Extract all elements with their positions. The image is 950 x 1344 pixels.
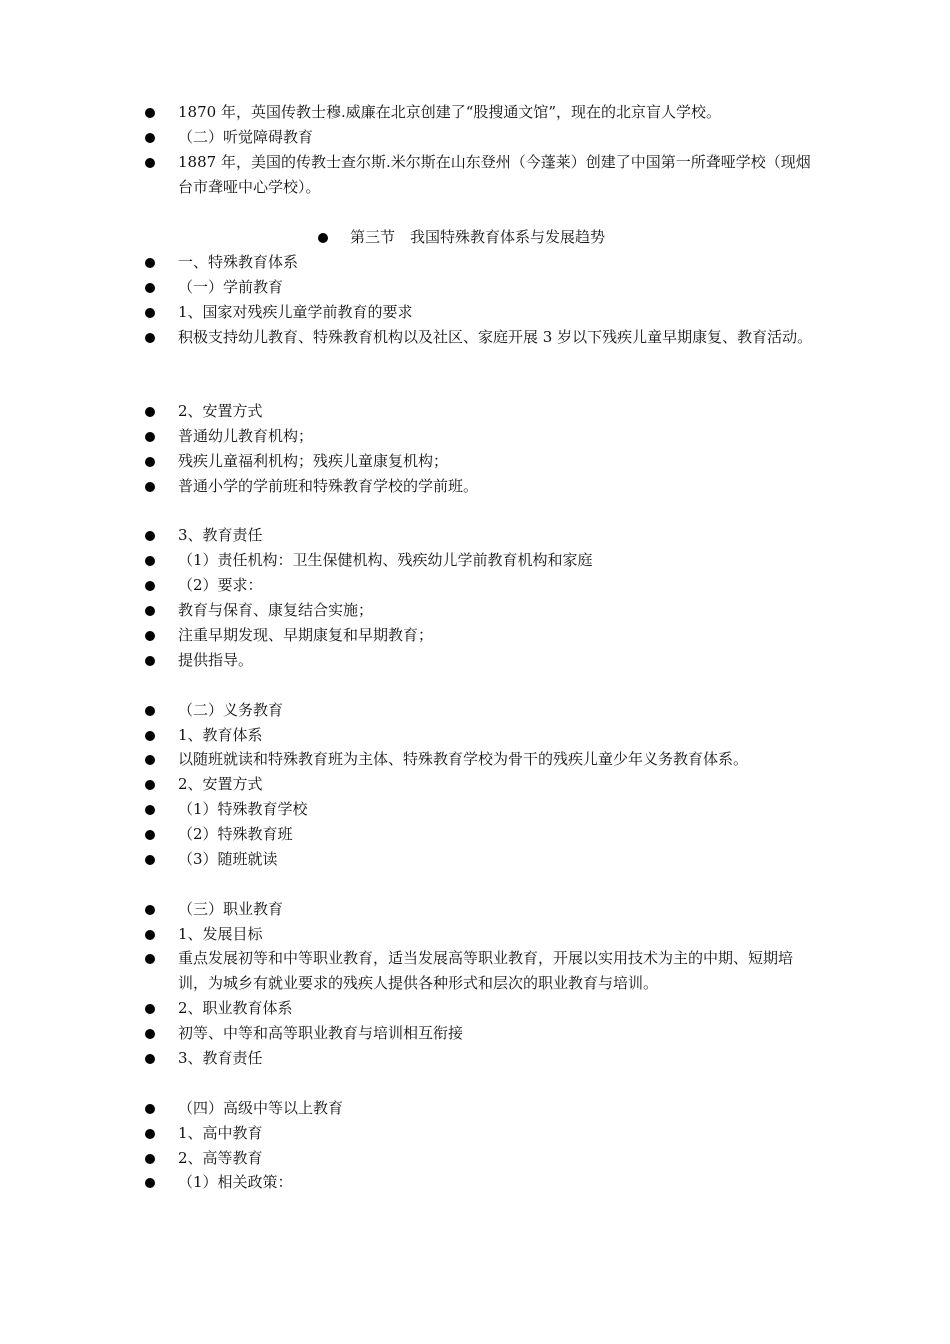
list-item-text: 3、教育责任 [178, 526, 263, 544]
bullet-icon [145, 731, 155, 741]
list-item-text: 3、教育责任 [178, 1049, 263, 1067]
bullet-icon [145, 954, 155, 964]
list-item-text: 1、国家对残疾儿童学前教育的要求 [178, 303, 413, 321]
list-item [145, 325, 820, 375]
bullet-icon [145, 1029, 155, 1039]
bullet-icon [145, 482, 155, 492]
list-item-text: （二）听觉障碍教育 [178, 128, 314, 146]
bullet-icon [145, 308, 155, 318]
bullet-icon [145, 830, 155, 840]
bullet-icon [145, 930, 155, 940]
list-item-text: （1）特殊教育学校 [178, 800, 308, 818]
list-item-text: 残疾儿童福利机构；残疾儿童康复机构； [178, 452, 449, 470]
bullet-icon [145, 755, 155, 765]
list-item-text: （一）学前教育 [178, 278, 284, 296]
bullet-icon [145, 606, 155, 616]
bullet-icon [145, 905, 155, 915]
list-item-text: 一、特殊教育体系 [178, 253, 299, 271]
list-item-text: 注重早期发现、早期康复和早期教育； [178, 626, 434, 644]
list-item-text: 重点发展初等和中等职业教育，适当发展高等职业教育，开展以实用技术为主的中期、短期培训，为城乡有就业要求的残疾人提供各种形式和层次的职业教育与培训。 [178, 949, 794, 992]
bullet-icon [145, 283, 155, 293]
bullet-icon [145, 133, 155, 143]
bullet-icon [145, 805, 155, 815]
list-item [145, 150, 820, 200]
bullet-icon [145, 333, 155, 343]
section-heading-text: 第三节 我国特殊教育体系与发展趋势 [350, 228, 606, 246]
list-item-text: 2、高等教育 [178, 1149, 263, 1167]
bullet-icon [145, 1129, 155, 1139]
bullet-icon [145, 457, 155, 467]
bullet-icon [145, 1004, 155, 1014]
bullet-icon [145, 581, 155, 591]
bullet-icon [145, 855, 155, 865]
list-item-text: （2）特殊教育班 [178, 825, 293, 843]
list-item-text: 以随班就读和特殊教育班为主体、特殊教育学校为骨干的残疾儿童少年义务教育体系。 [178, 750, 749, 768]
bullet-icon [145, 1054, 155, 1064]
bullet-icon [145, 706, 155, 716]
bullet-icon [145, 656, 155, 666]
list-item-text: 积极支持幼儿教育、特殊教育机构以及社区、家庭开展 3 岁以下残疾儿童早期康复、教育活动。 [178, 328, 813, 346]
bullet-icon [145, 1178, 155, 1188]
list-item-text: （1）相关政策： [178, 1173, 293, 1191]
list-item-text: 提供指导。 [178, 651, 254, 669]
bullet-icon [145, 1104, 155, 1114]
bullet-icon [318, 233, 328, 243]
list-item-text: 2、安置方式 [178, 402, 263, 420]
bullet-icon [145, 158, 155, 168]
list-item-text: 教育与保育、康复结合实施； [178, 601, 374, 619]
bullet-icon [145, 631, 155, 641]
list-item-text: 初等、中等和高等职业教育与培训相互衔接 [178, 1024, 464, 1042]
list-item-text: （3）随班就读 [178, 850, 278, 868]
bullet-icon [145, 407, 155, 417]
list-item-text: （2）要求： [178, 576, 263, 594]
list-item-text: 1870 年，英国传教士穆.威廉在北京创建了“股搜通文馆”，现在的北京盲人学校。 [178, 103, 722, 121]
list-item-text: 1、发展目标 [178, 925, 263, 943]
list-item-text: （三）职业教育 [178, 900, 284, 918]
bullet-icon [145, 432, 155, 442]
list-item-text: 2、安置方式 [178, 775, 263, 793]
bullet-icon [145, 531, 155, 541]
list-item-text: 普通幼儿教育机构； [178, 427, 314, 445]
bullet-icon [145, 258, 155, 268]
list-item [145, 946, 820, 996]
list-item-text: 1、教育体系 [178, 726, 263, 744]
list-item-text: 1887 年，美国的传教士查尔斯.米尔斯在山东登州（今蓬莱）创建了中国第一所聋哑学校（现烟台市聋哑中心学校）。 [178, 153, 811, 196]
list-item-text: （四）高级中等以上教育 [178, 1099, 344, 1117]
bullet-icon [145, 556, 155, 566]
list-item-text: 普通小学的学前班和特殊教育学校的学前班。 [178, 477, 479, 495]
bullet-icon [145, 108, 155, 118]
bullet-icon [145, 780, 155, 790]
list-item-text: 1、高中教育 [178, 1124, 263, 1142]
list-item-text: （1）责任机构：卫生保健机构、残疾幼儿学前教育机构和家庭 [178, 551, 593, 569]
bullet-icon [145, 1154, 155, 1164]
list-item-text: （二）义务教育 [178, 701, 284, 719]
list-item-text: 2、职业教育体系 [178, 999, 293, 1017]
